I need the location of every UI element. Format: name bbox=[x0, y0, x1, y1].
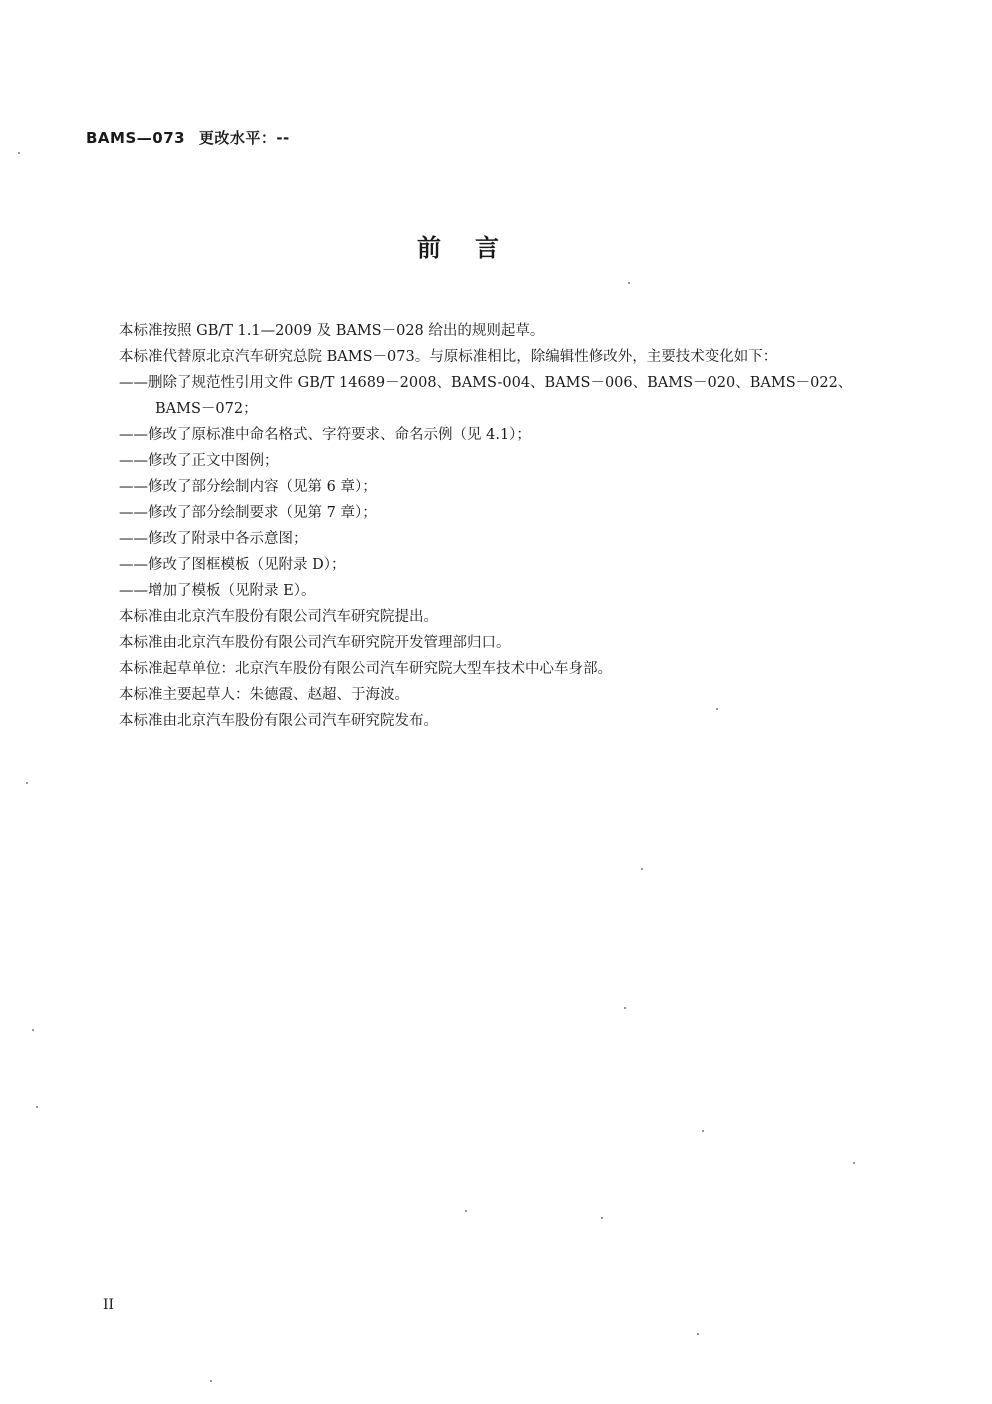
paragraph-drafting-rules: 本标准按照 GB/T 1.1—2009 及 BAMS－028 给出的规则起草。 bbox=[119, 323, 545, 339]
scan-speck bbox=[853, 1162, 855, 1164]
change-item: ——修改了部分绘制要求（见第 7 章）； bbox=[119, 505, 377, 521]
document-header bbox=[86, 127, 290, 148]
revision-level: 更改水平：-- bbox=[198, 129, 290, 147]
scan-speck bbox=[36, 1106, 38, 1108]
scan-speck bbox=[641, 868, 643, 870]
page-title: 前言 bbox=[417, 234, 533, 262]
change-item: ——修改了附录中各示意图； bbox=[119, 531, 308, 547]
scan-speck bbox=[601, 1217, 603, 1219]
paragraph-publisher: 本标准由北京汽车股份有限公司汽车研究院发布。 bbox=[119, 713, 438, 729]
change-item-continued: BAMS－072； bbox=[155, 401, 258, 417]
change-item: ——修改了部分绘制内容（见第 6 章）； bbox=[119, 479, 377, 495]
paragraph-administrator: 本标准由北京汽车股份有限公司汽车研究院开发管理部归口。 bbox=[119, 635, 511, 651]
page-number: II bbox=[103, 1297, 115, 1313]
scan-speck bbox=[18, 152, 20, 154]
change-item: ——增加了模板（见附录 E）。 bbox=[119, 583, 316, 599]
paragraph-drafting-unit: 本标准起草单位：北京汽车股份有限公司汽车研究院大型车技术中心车身部。 bbox=[119, 661, 612, 677]
scan-speck bbox=[26, 782, 28, 784]
change-item: ——修改了正文中图例； bbox=[119, 453, 279, 469]
document-code: BAMS—073 bbox=[86, 129, 186, 147]
scan-speck bbox=[210, 1380, 212, 1382]
scan-speck bbox=[628, 282, 630, 284]
paragraph-replacement: 本标准代替原北京汽车研究总院 BAMS－073。与原标准相比，除编辑性修改外，主要技术变化如下： bbox=[119, 349, 778, 365]
scan-speck bbox=[697, 1333, 699, 1335]
scan-speck bbox=[32, 1029, 34, 1031]
scan-speck bbox=[465, 1210, 467, 1212]
change-item: ——删除了规范性引用文件 GB/T 14689－2008、BAMS-004、BAMS－006、BAMS－020、BAMS－022、 bbox=[119, 375, 853, 391]
scan-speck bbox=[624, 1007, 626, 1009]
foreword-body bbox=[119, 318, 899, 734]
paragraph-drafters: 本标准主要起草人：朱德霞、赵超、于海波。 bbox=[119, 687, 409, 703]
change-item: ——修改了原标准中命名格式、字符要求、命名示例（见 4.1）； bbox=[119, 427, 531, 443]
paragraph-proposer: 本标准由北京汽车股份有限公司汽车研究院提出。 bbox=[119, 609, 438, 625]
change-item: ——修改了图框模板（见附录 D）； bbox=[119, 557, 346, 573]
scan-speck bbox=[702, 1130, 704, 1132]
scan-speck bbox=[716, 708, 718, 710]
